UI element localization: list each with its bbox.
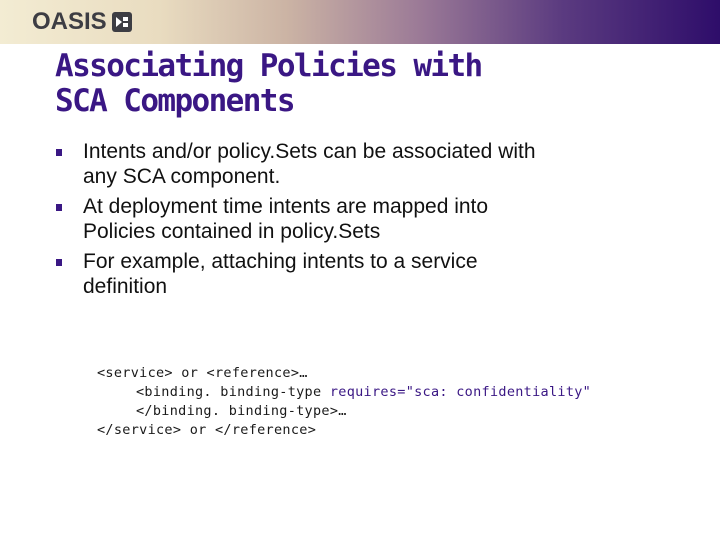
code-line: <service> or <reference>… bbox=[97, 365, 308, 381]
bullet-line: definition bbox=[83, 275, 168, 298]
bullet-line: At deployment time intents are mapped into bbox=[83, 195, 489, 218]
code-tag: <binding. binding-type bbox=[136, 384, 330, 400]
bullet-list bbox=[56, 139, 616, 304]
bullet-item bbox=[56, 139, 616, 189]
bullet-item bbox=[56, 249, 616, 299]
slide-title bbox=[55, 49, 655, 119]
code-line: </service> or </reference> bbox=[97, 422, 317, 438]
logo-text: OASIS bbox=[32, 8, 107, 35]
header-band bbox=[0, 0, 720, 44]
bullet-line: For example, attaching intents to a service bbox=[83, 250, 478, 273]
title-line: SCA Components bbox=[55, 83, 294, 119]
bullet-item bbox=[56, 194, 616, 244]
bullet-line: any SCA component. bbox=[83, 165, 281, 188]
square-bullet-icon bbox=[56, 204, 62, 211]
square-bullet-icon bbox=[56, 259, 62, 266]
title-line: Associating Policies with bbox=[55, 48, 482, 84]
code-sample bbox=[97, 364, 591, 440]
code-line: </binding. binding-type>… bbox=[136, 403, 347, 419]
code-line bbox=[97, 383, 591, 402]
oasis-logo-mark-icon bbox=[112, 12, 132, 32]
code-attribute: requires="sca: confidentiality" bbox=[329, 384, 592, 400]
oasis-logo bbox=[32, 10, 132, 34]
bullet-line: Intents and/or policy.Sets can be associated with bbox=[83, 140, 536, 163]
bullet-line: Policies contained in policy.Sets bbox=[83, 220, 381, 243]
square-bullet-icon bbox=[56, 149, 62, 156]
